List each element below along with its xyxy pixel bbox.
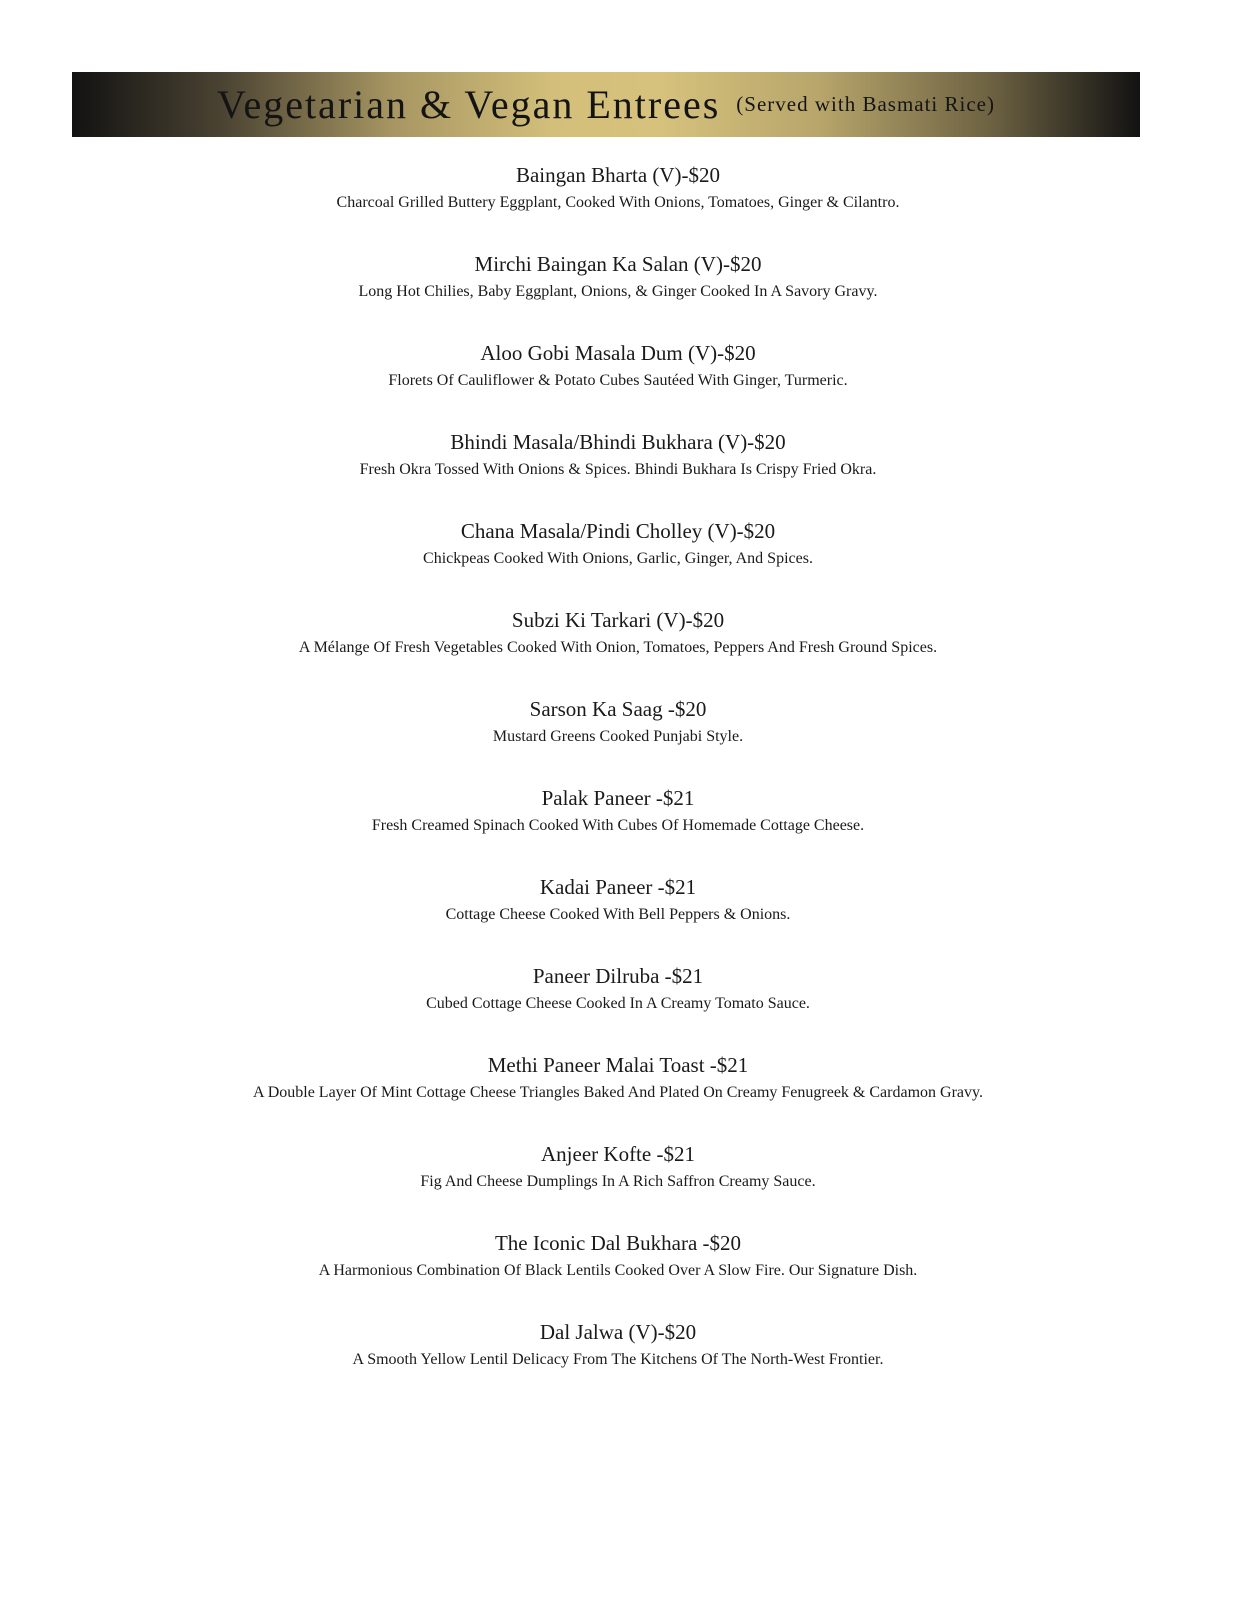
menu-item: [0, 339, 1236, 428]
menu-item-description: A Harmonious Combination Of Black Lentils Cooked Over A Slow Fire. Our Signature Dish.: [318, 1262, 918, 1279]
menu-item: [0, 250, 1236, 339]
menu-item-description: Charcoal Grilled Buttery Eggplant, Cooked With Onions, Tomatoes, Ginger & Cilantro.: [336, 194, 900, 211]
menu-item: [0, 1051, 1236, 1140]
menu-item-description: Cottage Cheese Cooked With Bell Peppers & Onions.: [445, 906, 791, 923]
menu-item: [0, 517, 1236, 606]
menu-item: [0, 1318, 1236, 1407]
menu-item-description: Fresh Creamed Spinach Cooked With Cubes Of Homemade Cottage Cheese.: [371, 817, 865, 834]
menu-item-name: Chana Masala/Pindi Cholley (V)-$20: [460, 519, 776, 543]
menu-list: [0, 161, 1236, 1407]
menu-item-description: Fresh Okra Tossed With Onions & Spices. Bhindi Bukhara Is Crispy Fried Okra.: [359, 461, 877, 478]
menu-item-name: The Iconic Dal Bukhara -$20: [494, 1231, 742, 1255]
menu-item-name: Dal Jalwa (V)-$20: [539, 1320, 697, 1344]
menu-item-description: A Mélange Of Fresh Vegetables Cooked With Onion, Tomatoes, Peppers And Fresh Ground Spices.: [298, 639, 938, 656]
menu-item-name: Bhindi Masala/Bhindi Bukhara (V)-$20: [450, 430, 786, 454]
menu-item-name: Kadai Paneer -$21: [539, 875, 697, 899]
menu-item-name: Aloo Gobi Masala Dum (V)-$20: [480, 341, 756, 365]
menu-item-name: Methi Paneer Malai Toast -$21: [487, 1053, 749, 1077]
menu-item-description: A Smooth Yellow Lentil Delicacy From The Kitchens Of The North-West Frontier.: [352, 1351, 884, 1368]
menu-item-name: Palak Paneer -$21: [541, 786, 695, 810]
menu-item: [0, 784, 1236, 873]
section-title: Vegetarian & Vegan Entrees: [216, 82, 721, 127]
menu-item: [0, 695, 1236, 784]
menu-item-description: Cubed Cottage Cheese Cooked In A Creamy Tomato Sauce.: [426, 995, 810, 1012]
menu-item: [0, 873, 1236, 962]
menu-item: [0, 1229, 1236, 1318]
menu-item-name: Subzi Ki Tarkari (V)-$20: [511, 608, 725, 632]
menu-item-name: Baingan Bharta (V)-$20: [515, 163, 721, 187]
section-subtitle: (Served with Basmati Rice): [736, 92, 995, 116]
menu-item-name: Anjeer Kofte -$21: [541, 1142, 695, 1166]
menu-item: [0, 606, 1236, 695]
menu-item-name: Paneer Dilruba -$21: [532, 964, 704, 988]
menu-item: [0, 962, 1236, 1051]
menu-item: [0, 161, 1236, 250]
menu-item-description: Florets Of Cauliflower & Potato Cubes Sautéed With Ginger, Turmeric.: [388, 372, 848, 389]
menu-item: [0, 428, 1236, 517]
menu-item-description: Chickpeas Cooked With Onions, Garlic, Ginger, And Spices.: [423, 550, 813, 567]
menu-item-description: Fig And Cheese Dumplings In A Rich Saffron Creamy Sauce.: [420, 1173, 816, 1190]
section-header-banner: [72, 72, 1140, 137]
menu-item-description: Long Hot Chilies, Baby Eggplant, Onions, & Ginger Cooked In A Savory Gravy.: [358, 283, 878, 300]
menu-item-description: A Double Layer Of Mint Cottage Cheese Triangles Baked And Plated On Creamy Fenugreek & Cardamon Gravy.: [253, 1084, 983, 1101]
menu-item-name: Mirchi Baingan Ka Salan (V)-$20: [474, 252, 762, 276]
menu-item: [0, 1140, 1236, 1229]
menu-item-name: Sarson Ka Saag -$20: [529, 697, 707, 721]
menu-item-description: Mustard Greens Cooked Punjabi Style.: [492, 728, 744, 745]
